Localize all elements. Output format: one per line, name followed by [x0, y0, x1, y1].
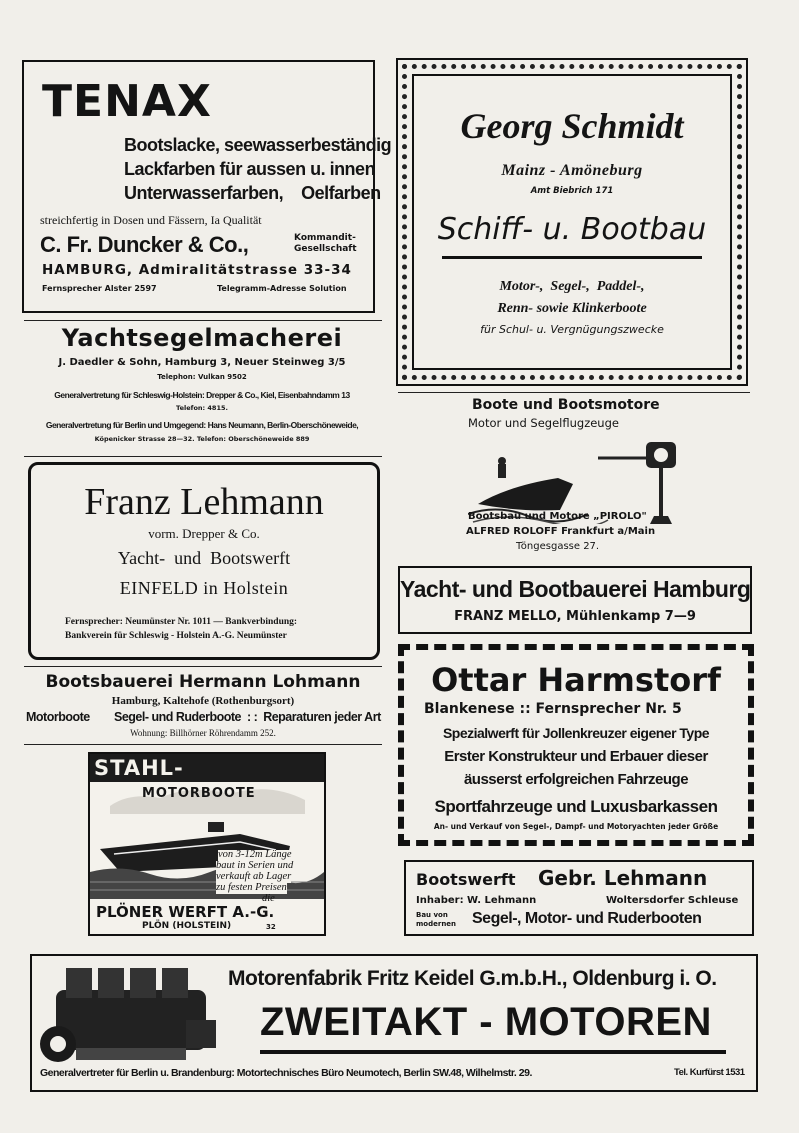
franz-lehmann-line-1: Yacht- und Bootswerft	[117, 548, 291, 568]
lohmann-title: Bootsbauerei Hermann Lohmann	[45, 672, 361, 692]
yachtsegel-line-3: Generalvertretung für Schleswig-Holstein: Drepper & Co., Kiel, Eisenbahndamm 13	[54, 390, 350, 400]
harmstorf-title: Ottar Harmstorf	[431, 661, 721, 699]
ploener-banner: STAHL-	[94, 756, 184, 780]
ploener-text-3: verkauft ab Lager	[216, 871, 292, 882]
lohmann-col-2: Segel- und Ruderboote : : Reparaturen jeder Art	[114, 710, 381, 724]
pirolo-ad	[398, 394, 750, 556]
gebr-boats: Segel-, Motor- und Ruderbooten	[472, 910, 702, 927]
schmidt-line-2: Renn- sowie Klinkerboote	[497, 301, 647, 316]
yachtsegel-line-2: Telephon: Vulkan 9502	[157, 373, 247, 381]
yachtsegel-line-5: Generalvertretung für Berlin und Umgegend: Hans Neumann, Berlin-Oberschöneweide,	[45, 420, 359, 430]
franz-lehmann-line-3: Fernsprecher: Neumünster Nr. 1011 — Bankverbindung:	[65, 617, 298, 627]
tenax-telegram: Telegramm-Adresse Solution	[217, 284, 347, 293]
ploener-banner-2: MOTORBOOTE	[142, 786, 256, 801]
tenax-line-3: Unterwasserfarben, Oelfarben	[124, 183, 381, 203]
harmstorf-line-1: Spezialwerft für Jollenkreuzer eigener Type	[442, 725, 710, 741]
keidel-tel: Tel. Kurfürst 1531	[674, 1067, 745, 1078]
underline	[260, 1050, 726, 1054]
gebr-bau-1: Bau von	[416, 911, 448, 919]
harmstorf-ad	[398, 644, 754, 846]
pirolo-line-2: Motor und Segelflugzeuge	[468, 416, 619, 430]
keidel-title: Motorenfabrik Fritz Keidel G.m.b.H., Oldenburg i. O.	[228, 967, 717, 990]
georg-schmidt-ad	[396, 58, 748, 386]
tenax-company: C. Fr. Duncker & Co.,	[40, 232, 249, 257]
ploener-text-5: die	[262, 893, 275, 904]
gebr-owner: Inhaber: W. Lehmann	[416, 895, 537, 906]
divider	[24, 456, 382, 457]
harmstorf-line-2: Erster Konstrukteur und Erbauer dieser	[444, 748, 708, 765]
tenax-ad	[22, 60, 392, 313]
yachtsegel-line-4: Telefon: 4815.	[176, 404, 228, 412]
mello-title: Yacht- und Bootbauerei Hamburg	[400, 576, 751, 602]
harmstorf-line-5: An- und Verkauf von Segel-, Dampf- und Motoryachten jeder Größe	[433, 822, 719, 831]
pirolo-line-3: Bootsbau und Motore „PIROLO"	[468, 511, 647, 522]
franz-lehmann-line-2: EINFELD in Holstein	[119, 578, 289, 598]
tenax-title: TENAX	[42, 76, 212, 127]
divider	[24, 744, 382, 745]
schmidt-line-1: Motor-, Segel-, Paddel-,	[499, 279, 645, 294]
engine-illustration	[36, 960, 226, 1078]
yachtsegel-title: Yachtsegelmacherei	[61, 324, 343, 352]
underline	[442, 256, 702, 259]
tenax-company-note-1: Kommandit-	[294, 233, 356, 243]
harmstorf-line-4: Sportfahrzeuge und Luxusbarkassen	[434, 797, 718, 816]
divider	[398, 392, 750, 393]
pirolo-line-1: Boote und Bootsmotore	[472, 397, 660, 413]
yachtsegel-ad	[22, 324, 382, 454]
ploener-city: PLÖN (HOLSTEIN)	[142, 921, 232, 931]
keidel-big: ZWEITAKT - MOTOREN	[260, 1000, 712, 1044]
pirolo-line-4: ALFRED ROLOFF Frankfurt a/Main	[466, 526, 656, 537]
divider	[24, 320, 382, 321]
tenax-line-1: Bootslacke, seewasserbeständig	[124, 135, 392, 155]
ploener-number: 32	[266, 923, 276, 931]
lohmann-ad	[22, 670, 384, 742]
yachtsegel-line-1: J. Daedler & Sohn, Hamburg 3, Neuer Steinweg 3/5	[58, 357, 346, 368]
lohmann-sub: Hamburg, Kaltehofe (Rothenburgsort)	[111, 695, 295, 707]
schmidt-amt: Amt Biebrich 171	[530, 186, 614, 196]
lohmann-line: Wohnung: Billhörner Röhrendamm 252.	[130, 728, 276, 738]
yachtsegel-line-6: Köpenicker Strasse 28—32. Telefon: Oberschöneweide 889	[94, 435, 310, 443]
ploener-werft-ad	[88, 752, 326, 936]
tenax-address: HAMBURG, Admiralitätstrasse 33-34	[42, 262, 352, 278]
franz-lehmann-sub: vorm. Drepper & Co.	[148, 526, 260, 541]
tenax-line-4: streichfertig in Dosen und Fässern, Ia Qualität	[40, 213, 262, 227]
divider	[24, 666, 382, 667]
schmidt-city: Mainz - Amöneburg	[501, 162, 643, 179]
harmstorf-sub: Blankenese :: Fernsprecher Nr. 5	[424, 701, 682, 717]
tenax-company-note-2: Gesellschaft	[294, 244, 357, 254]
mello-ad	[398, 566, 752, 634]
franz-lehmann-ad	[28, 462, 380, 660]
gebr-lehmann-ad	[404, 860, 754, 936]
tenax-line-2: Lackfarben für aussen u. innen	[124, 159, 376, 179]
keidel-ad	[30, 954, 758, 1092]
gebr-title-1: Bootswerft	[416, 870, 516, 889]
schmidt-title: Georg Schmidt	[460, 106, 684, 146]
gebr-location: Woltersdorfer Schleuse	[606, 895, 739, 906]
franz-lehmann-title: Franz Lehmann	[84, 481, 324, 523]
lohmann-col-1: Motorboote	[26, 710, 90, 724]
ploener-text-1: von 3-12m Länge	[218, 849, 292, 860]
franz-lehmann-line-4: Bankverein für Schleswig - Holstein A.-G. Neumünster	[65, 631, 287, 641]
gebr-bau-2: modernen	[416, 920, 457, 928]
gebr-title-2: Gebr. Lehmann	[538, 866, 708, 890]
keidel-bottom: Generalvertreter für Berlin u. Brandenburg: Motortechnisches Büro Neumotech, Berlin SW.48, Wilhelmstr. 29.	[40, 1067, 532, 1079]
harmstorf-line-3: äusserst erfolgreichen Fahrzeuge	[463, 771, 689, 788]
ploener-text-4: zu festen Preisen	[216, 882, 287, 893]
ploener-text-2: baut in Serien und	[216, 860, 294, 871]
tenax-phone: Fernsprecher Alster 2597	[42, 284, 157, 293]
ploener-company: PLÖNER WERFT A.-G.	[96, 903, 275, 921]
mello-sub: FRANZ MELLO, Mühlenkamp 7—9	[454, 609, 696, 624]
schmidt-big: Schiff- u. Bootbau	[437, 212, 707, 247]
pirolo-line-5: Töngesgasse 27.	[516, 541, 600, 552]
schmidt-line-3: für Schul- u. Vergnügungszwecke	[480, 323, 664, 336]
